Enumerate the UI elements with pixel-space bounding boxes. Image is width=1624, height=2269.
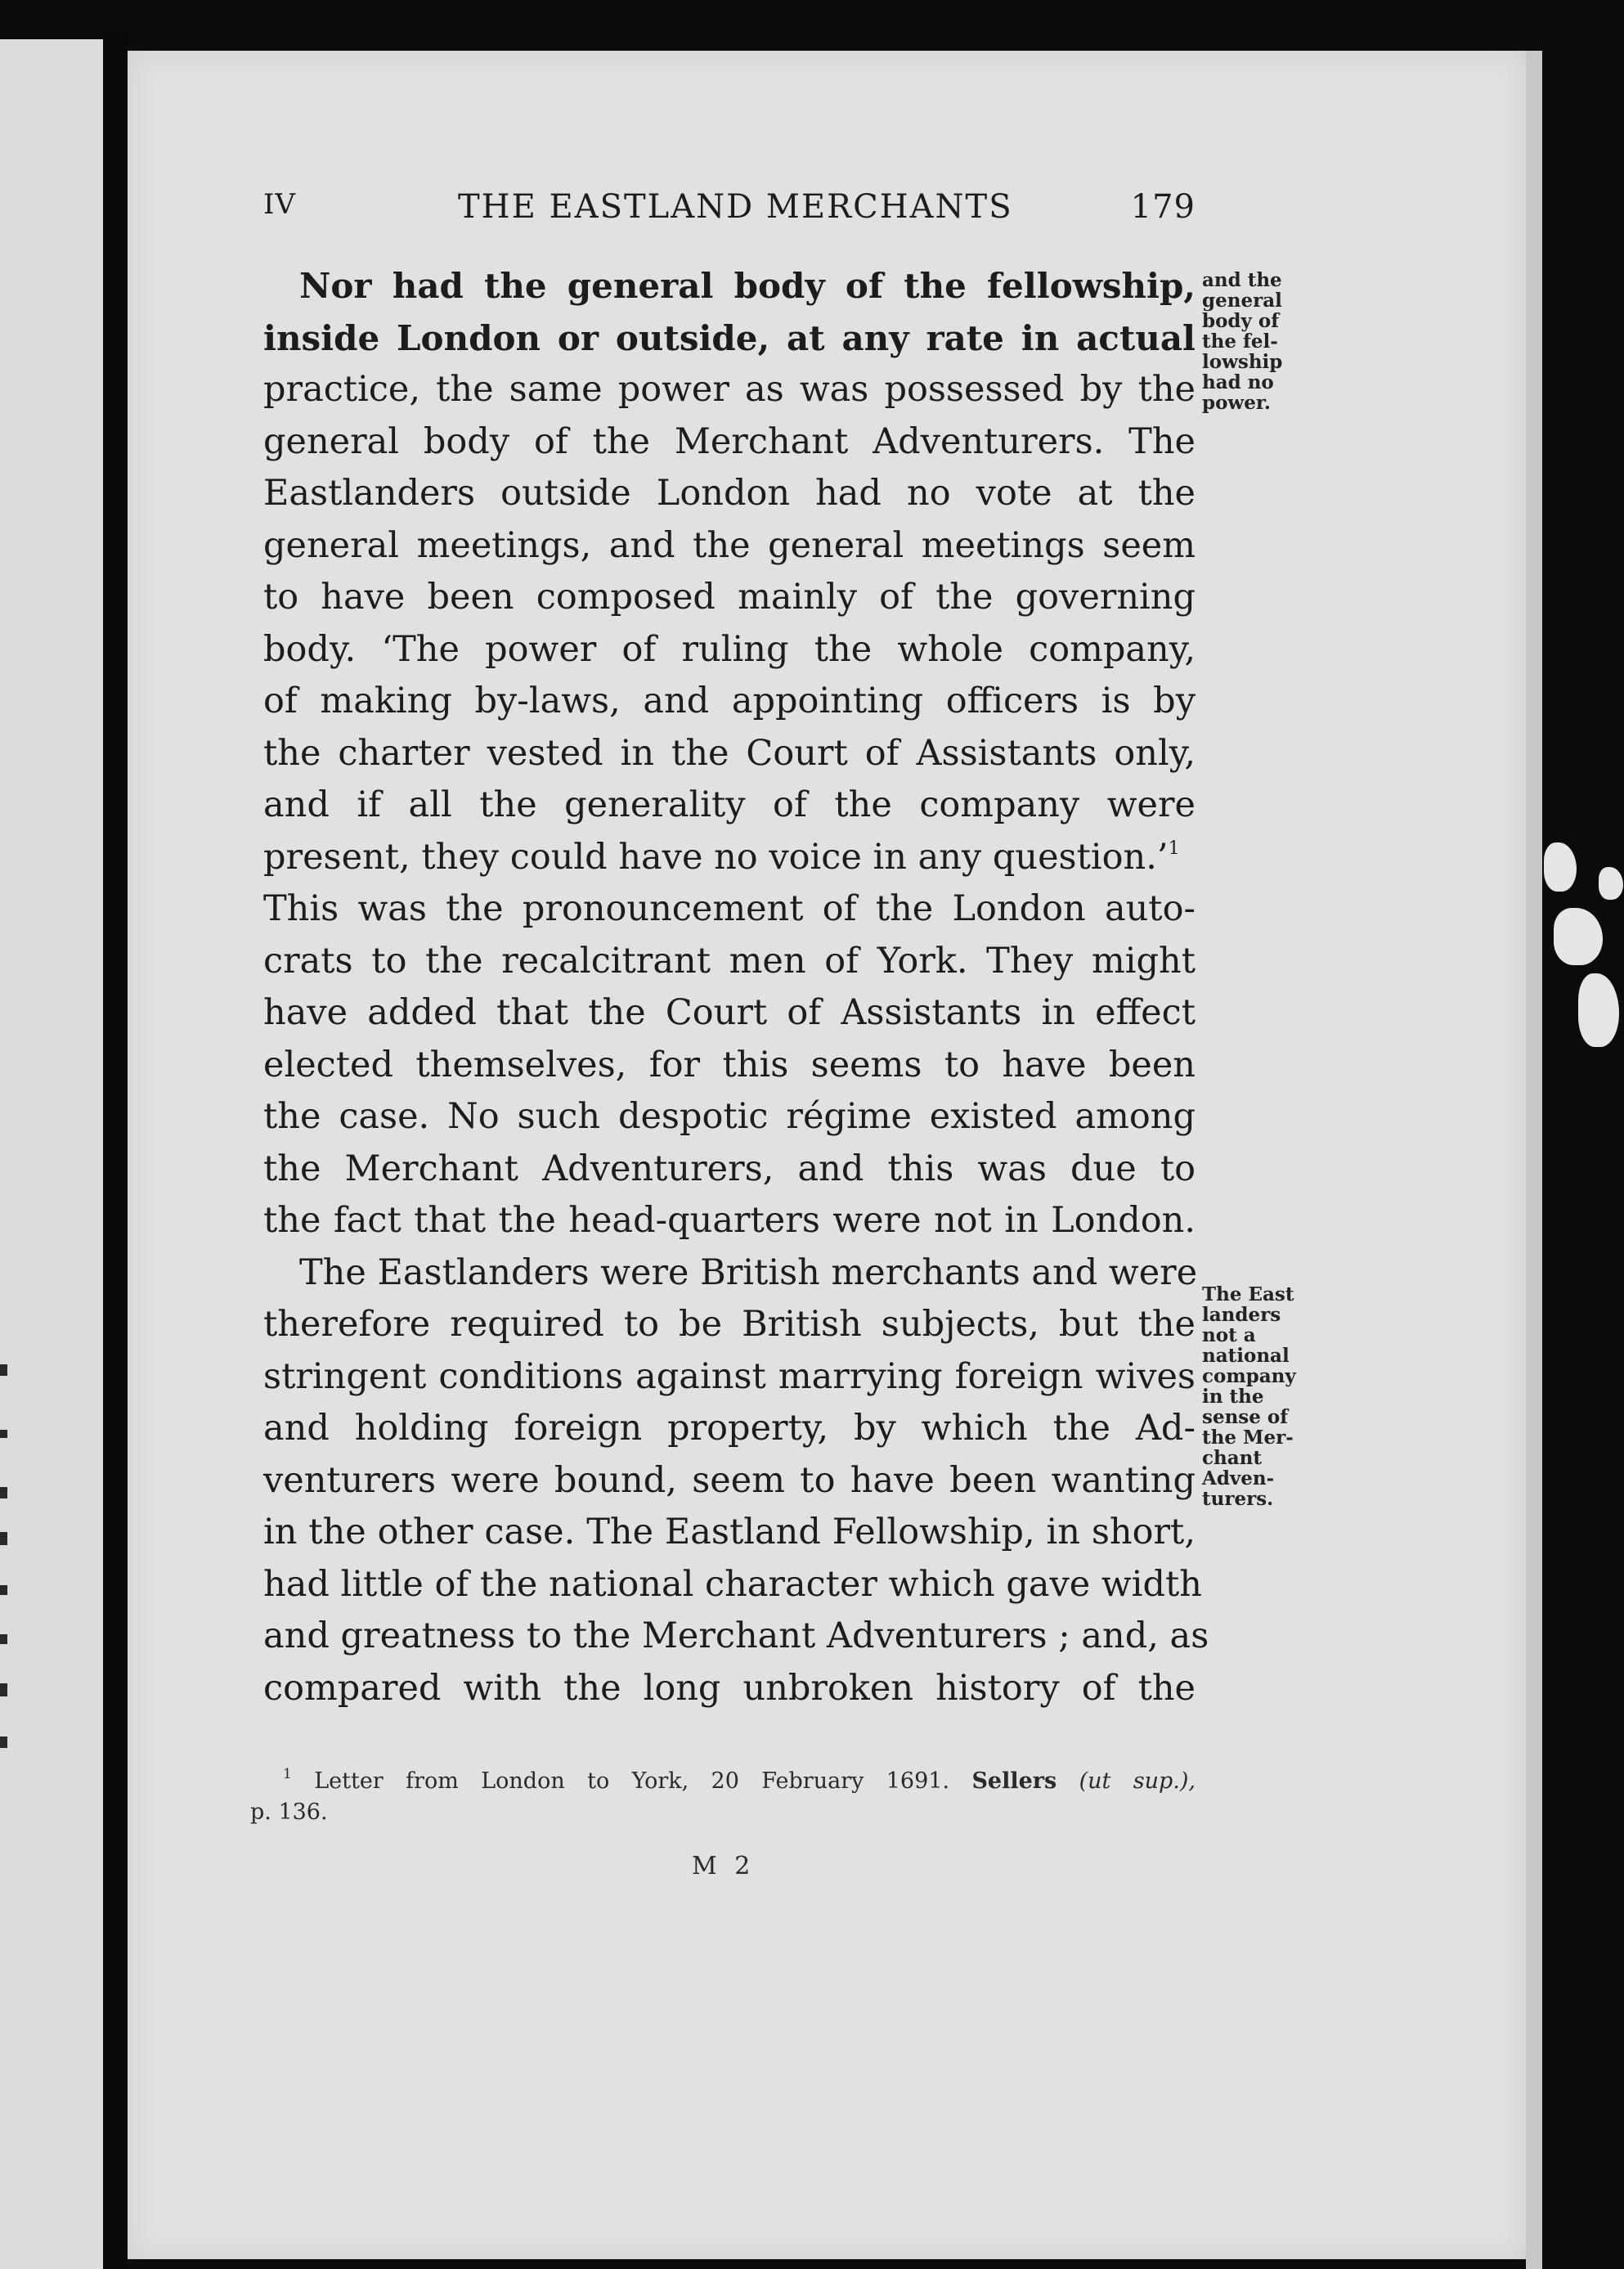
facing-page-glyph [0, 1364, 7, 1376]
footnote-page: p. 136. [250, 1799, 328, 1825]
marginal-note-line: general [1202, 290, 1282, 312]
page-number: 179 [1130, 188, 1196, 226]
running-head [263, 188, 1196, 229]
text-line: body. ‘The power of ruling the whole company, [263, 628, 1196, 670]
text-line: had little of the national character which gave width [263, 1563, 1202, 1605]
marginal-note-line: sense of [1202, 1406, 1289, 1428]
text-line: stringent conditions against marrying foreign wives [263, 1355, 1196, 1397]
chapter-numeral: IV [263, 188, 296, 221]
paper-damage [1554, 908, 1603, 965]
printer-signature-mark: M 2 [692, 1852, 756, 1880]
marginal-note-line: Adven- [1202, 1467, 1275, 1489]
text-line: have added that the Court of Assistants in effect [263, 992, 1196, 1033]
marginal-note-line: power. [1202, 392, 1271, 414]
text-line: to have been composed mainly of the governing [263, 577, 1196, 618]
paper-damage [1578, 973, 1619, 1047]
facing-page-edge [0, 39, 103, 2269]
marginal-note-line: lowship [1202, 351, 1283, 373]
marginal-note-line: the fel- [1202, 330, 1278, 353]
book-gutter [103, 33, 128, 2269]
text-line: and if all the generality of the company were [263, 784, 1196, 825]
text-line: Nor had the general body of the fellowship, [299, 266, 1196, 306]
text-line: crats to the recalcitrant men of York. They might [263, 940, 1196, 982]
footnote-reference: 1 [1168, 838, 1180, 859]
footnote [250, 1759, 1196, 1828]
text-line: Eastlanders outside London had no vote at the [263, 473, 1196, 514]
marginal-note-eastlanders [1202, 1284, 1325, 1509]
marginal-note-line: had no [1202, 371, 1274, 393]
marginal-note-line: not a [1202, 1324, 1256, 1346]
facing-page-glyph [0, 1585, 7, 1595]
text-line: in the other case. The Eastland Fellowship, in short, [263, 1512, 1196, 1552]
text-line-with-footnote [263, 832, 1196, 884]
marginal-note-line: in the [1202, 1386, 1264, 1408]
text-line: This was the pronouncement of the London auto- [263, 888, 1196, 929]
text-line: therefore required to be British subjects, but the [263, 1304, 1196, 1345]
marginal-note-line: The East [1202, 1283, 1294, 1305]
marginal-note-line: and the [1202, 269, 1282, 291]
text-line: and greatness to the Merchant Adventurers ; and, as [263, 1615, 1209, 1656]
text-line: The Eastlanders were British merchants and were [299, 1251, 1198, 1293]
text-line: venturers were bound, seem to have been wanting [263, 1459, 1196, 1501]
facing-page-glyph [0, 1737, 7, 1748]
running-title: THE EASTLAND MERCHANTS [458, 188, 1013, 226]
marginal-note-line: body of [1202, 310, 1280, 332]
text-line: elected themselves, for this seems to have been [263, 1044, 1196, 1085]
text-line: the fact that the head-quarters were not in London. [263, 1200, 1196, 1241]
footnote-line [250, 1759, 1196, 1797]
marginal-note-line: national [1202, 1345, 1290, 1367]
footnote-locator: (ut sup.), [1079, 1768, 1196, 1794]
footnote-text: Letter from London to York, 20 February 1691. [314, 1768, 950, 1794]
facing-page-glyph [0, 1683, 7, 1696]
text-line: and holding foreign property, by which the Ad- [263, 1408, 1196, 1449]
marginal-note-line: landers [1202, 1304, 1281, 1326]
text-line: the Merchant Adventurers, and this was due to [263, 1148, 1196, 1189]
marginal-note-line: chant [1202, 1447, 1262, 1469]
text-line: general meetings, and the general meetings seem [263, 524, 1196, 566]
marginal-note-line: company [1202, 1365, 1296, 1387]
text-line: compared with the long unbroken history of the [263, 1667, 1196, 1709]
paper-damage [1599, 867, 1623, 900]
marginal-note-line: turers. [1202, 1488, 1274, 1510]
paper-damage [1544, 842, 1577, 892]
text-line: present, they could have no voice in any question.’ [263, 836, 1169, 878]
marginal-note-line: the Mer- [1202, 1427, 1294, 1449]
facing-page-glyph [0, 1487, 7, 1498]
text-line: general body of the Merchant Adventurers. The [263, 420, 1196, 462]
text-line: of making by-laws, and appointing officers is by [263, 681, 1196, 721]
text-line: the case. No such despotic régime existed among [263, 1096, 1196, 1137]
page-right-edge [1526, 51, 1542, 2269]
marginal-note-fellowship [1202, 270, 1325, 413]
text-line: practice, the same power as was possessed by the [263, 369, 1196, 410]
text-line: the charter vested in the Court of Assistants only, [263, 732, 1196, 774]
facing-page-glyph [0, 1532, 7, 1545]
body-text [263, 260, 1209, 1714]
footnote-number: 1 [283, 1766, 292, 1782]
text-line: inside London or outside, at any rate in actual [263, 317, 1196, 358]
facing-page-glyph [0, 1430, 7, 1438]
footnote-author: Sellers [971, 1768, 1057, 1794]
facing-page-glyph [0, 1634, 7, 1644]
